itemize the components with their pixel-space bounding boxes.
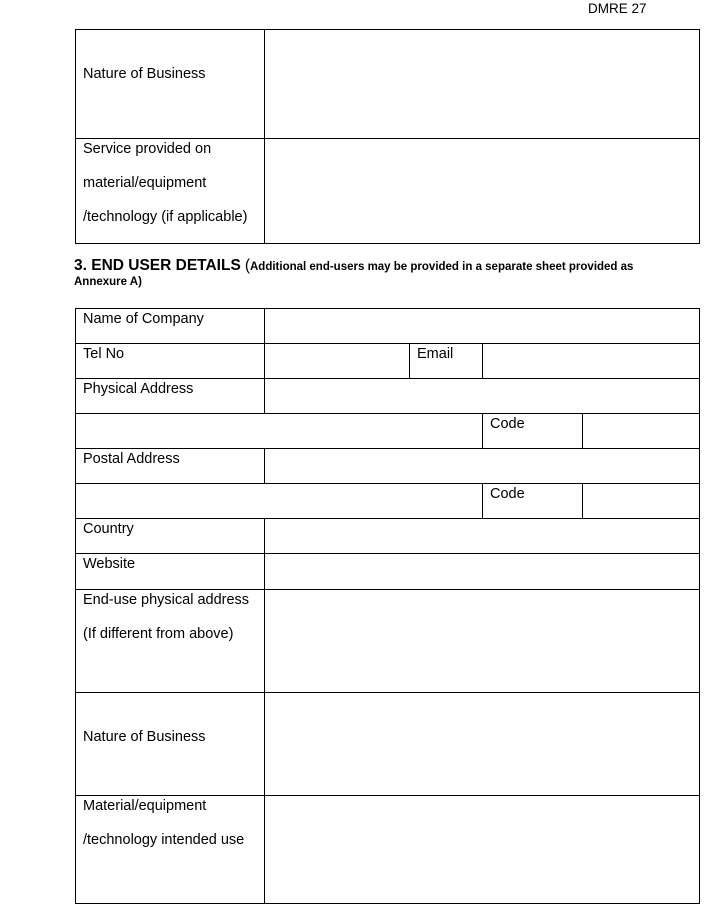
note-paren: ( — [244, 257, 250, 274]
name-of-company-field[interactable] — [265, 309, 700, 344]
physical-address-line-2-field[interactable] — [76, 414, 483, 449]
intended-use-line-1: Material/equipment — [83, 798, 207, 814]
end-use-address-line-1: End-use physical address — [83, 592, 250, 608]
email-field[interactable] — [483, 344, 700, 379]
end-user-table — [75, 308, 700, 904]
intended-use-line-2: /technology intended use — [83, 832, 245, 848]
section-note-line-2: Annexure A) — [74, 276, 142, 288]
business-info-table — [75, 29, 700, 244]
form-code: DMRE 27 — [588, 1, 647, 16]
service-provided-label — [76, 139, 265, 244]
service-provided-line-2: material/equipment — [83, 175, 207, 191]
end-user-nature-of-business-field[interactable] — [265, 693, 700, 796]
nature-of-business-label: Nature of Business — [76, 30, 265, 139]
website-field[interactable] — [265, 554, 700, 590]
website-label: Website — [76, 554, 265, 590]
intended-use-label — [76, 796, 265, 904]
postal-code-label: Code — [483, 484, 583, 519]
service-provided-line-3: /technology (if applicable) — [83, 209, 248, 225]
postal-address-label: Postal Address — [76, 449, 265, 484]
physical-code-field[interactable] — [583, 414, 700, 449]
section-note-line-1: Additional end-users may be provided in a separate sheet provided as — [250, 261, 634, 273]
intended-use-field[interactable] — [265, 796, 700, 904]
tel-no-label: Tel No — [76, 344, 265, 379]
end-user-nature-of-business-label: Nature of Business — [76, 693, 265, 796]
physical-code-label: Code — [483, 414, 583, 449]
postal-address-line-2-field[interactable] — [76, 484, 483, 519]
physical-address-field[interactable] — [265, 379, 700, 414]
postal-address-field[interactable] — [265, 449, 700, 484]
email-label: Email — [410, 344, 483, 379]
section-title: 3. END USER DETAILS — [74, 257, 241, 274]
end-use-address-label — [76, 590, 265, 693]
end-use-address-field[interactable] — [265, 590, 700, 693]
postal-code-field[interactable] — [583, 484, 700, 519]
service-provided-field[interactable] — [265, 139, 700, 244]
physical-address-label: Physical Address — [76, 379, 265, 414]
service-provided-line-1: Service provided on — [83, 141, 212, 157]
end-user-details-heading — [74, 258, 694, 290]
name-of-company-label: Name of Company — [76, 309, 265, 344]
tel-no-field[interactable] — [265, 344, 410, 379]
end-use-address-line-2: (If different from above) — [83, 626, 234, 642]
nature-of-business-field[interactable] — [265, 30, 700, 139]
country-label: Country — [76, 519, 265, 554]
country-field[interactable] — [265, 519, 700, 554]
